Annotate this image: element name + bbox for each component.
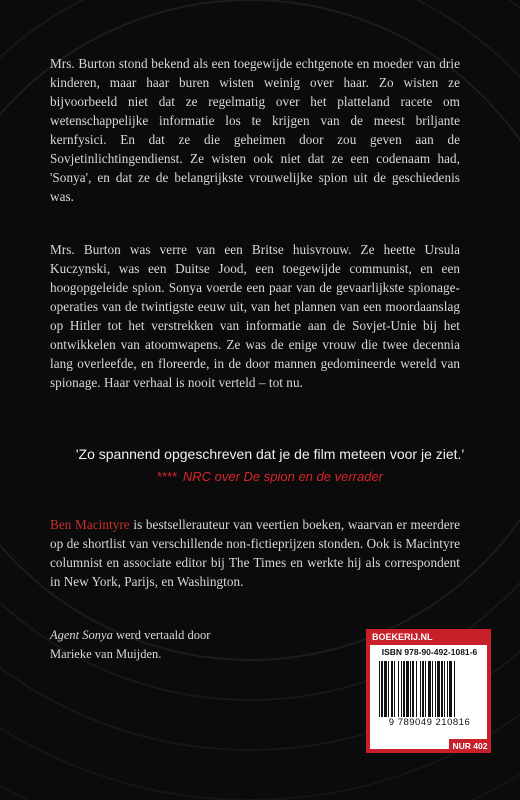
author-bio-text: is bestsellerauteur van veertien boeken, waarvan er meerdere op de shortlist van verschillende non-fictieprijzen stonden. Ook is Macintyre columnist en associate editor bij The Times en werkte hij als correspondent in New York, Parijs, en Washington.	[50, 517, 460, 589]
review-source	[30, 469, 510, 484]
translator-line1: werd vertaald door	[112, 628, 211, 642]
barcode-bars	[378, 661, 482, 717]
translator-credit	[50, 626, 210, 664]
isbn-number: ISBN 978-90-492-1081-6	[381, 647, 478, 657]
translated-book-title: Agent Sonya	[50, 628, 113, 642]
publisher-label: BOEKERIJ.NL	[366, 629, 491, 645]
nur-code: NUR 402	[449, 739, 491, 753]
author-name: Ben Macintyre	[50, 517, 130, 532]
translator-name: Marieke van Muijden.	[50, 647, 162, 661]
barcode-panel	[366, 629, 491, 753]
blurb-paragraph-1: Mrs. Burton stond bekend als een toegewijde echtgenote en moeder van drie kinderen, maar haar buren wisten weinig over haar. Zo wisten ze bijvoorbeeld niet dat ze regelmatig over het platteland racete om wetenschappelijke informatie los te krijgen van de meest briljante kernfysici. En dat ze die geheimen door zou geven aan de Sovjetinlichtingendienst. Ze wisten ook niet dat ze een codenaam had, 'Sonya', en dat ze de belangrijkste vrouwelijke spion uit de geschiedenis was.	[50, 56, 460, 204]
review-source-text: NRC over De spion en de verrader	[182, 469, 384, 484]
review-quote: 'Zo spannend opgeschreven dat je de film meteen voor je ziet.'	[75, 446, 465, 462]
barcode-digits: 9 789049 210816	[388, 717, 471, 728]
rating-stars: ****	[156, 469, 178, 484]
author-bio	[50, 515, 460, 591]
blurb-paragraph-2: Mrs. Burton was verre van een Britse huisvrouw. Ze heette Ursula Kuczynski, was een Duitse Jood, een toegewijde communist, en een hoogopgeleide spion. Sonya voerde een paar van de gevaarlijkste spionage-operaties van de twintigste eeuw uit, van het plannen van een moordaanslag op Hitler tot het verstrekken van informatie aan de Sovjet-Unie bij het ontwikkelen van atoomwapens. Ze was de enige vrouw die twee decennia lang overleefde, en floreerde, in de door mannen gedomineerde wereld van spionage. Haar verhaal is nooit verteld – tot nu.	[50, 242, 460, 390]
